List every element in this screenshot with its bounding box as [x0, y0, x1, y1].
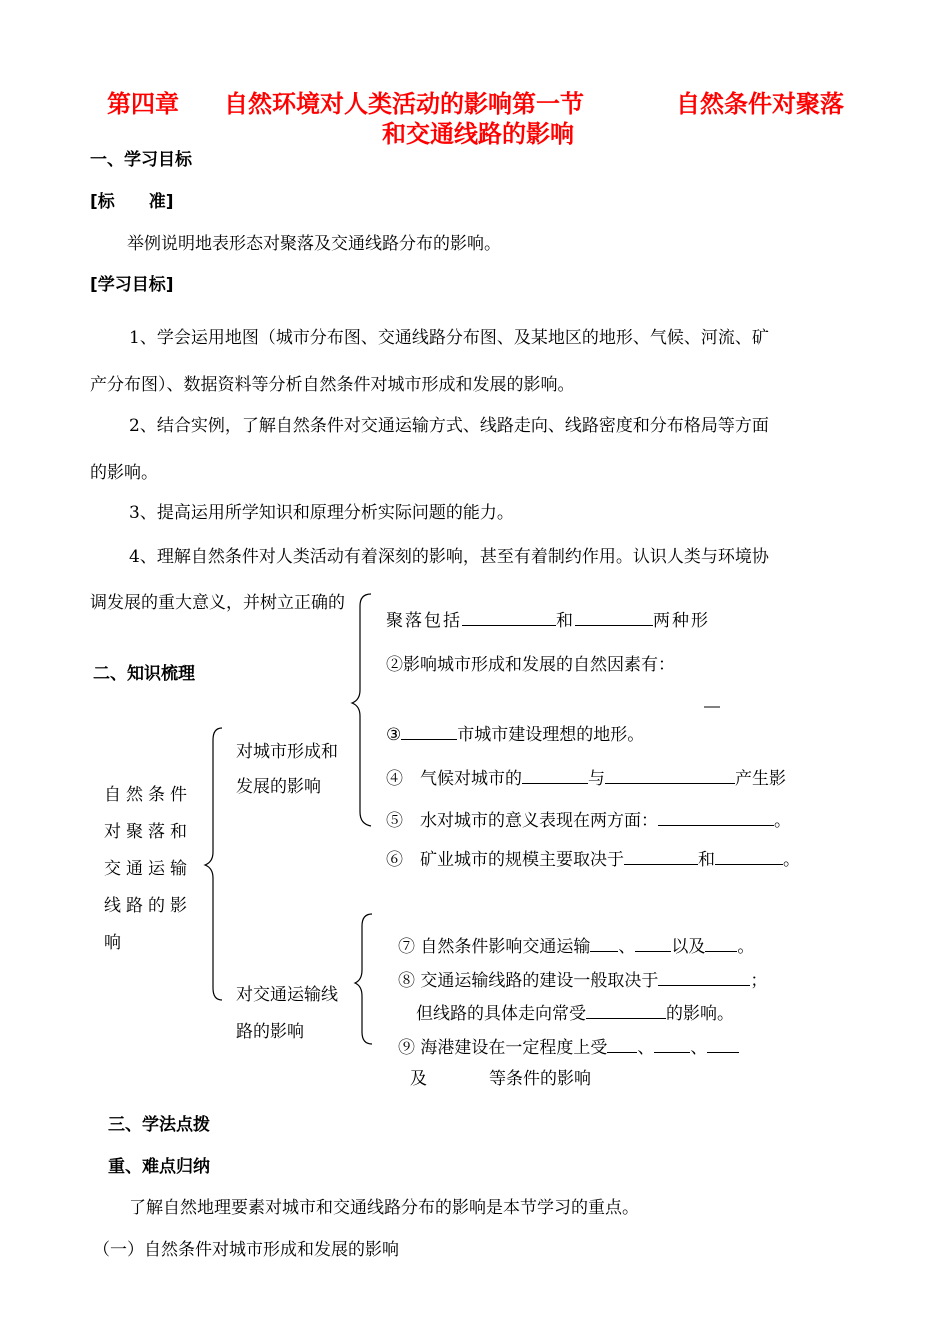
city-item-4: ④ 气候对城市的 与 产生影 — [386, 769, 786, 789]
city-item-5: ⑤ 水对城市的意义表现在两方面： 。 — [386, 811, 791, 831]
section1-heading: 一、学习目标 — [90, 150, 192, 170]
objective-1-line-a: 1、学会运用地图（城市分布图、交通线路分布图、及某地区的地形、气候、河流、矿 — [129, 328, 769, 348]
title-line2: 和交通线路的影响 — [382, 120, 574, 148]
objective-2-line-a: 2、结合实例，了解自然条件对交通运输方式、线路走向、线路密度和分布格局等方面 — [129, 416, 769, 436]
standard-text: 举例说明地表形态对聚落及交通线路分布的影响。 — [127, 234, 501, 254]
city-item-2: ②影响城市形成和发展的自然因素有： — [386, 655, 675, 675]
bracket-branches — [205, 728, 222, 1000]
branch-transport-line-1: 对交通运输线 — [236, 985, 338, 1005]
objective-4-line-b: 调发展的重大意义，并树立正确的 — [90, 593, 345, 613]
objective-1-line-b: 产分布图）、数据资料等分析自然条件对城市形成和发展的影响。 — [90, 375, 575, 395]
title-topic: 自然环境对人类活动的影响第一节 — [224, 90, 584, 118]
transport-item-9: ⑨ 海港建设在一定程度上受 、 、 — [398, 1033, 739, 1058]
standard-label: [标 准] — [90, 192, 174, 212]
objective-4-line-a: 4、理解自然条件对人类活动有着深刻的影响，甚至有着制约作用。认识人类与环境协 — [129, 547, 769, 567]
key-points-text: 了解自然地理要素对城市和交通线路分布的影响是本节学习的重点。 — [129, 1198, 639, 1218]
section3-heading: 三、学法点拨 — [108, 1115, 210, 1135]
root-line-2: 对聚落和 — [104, 822, 192, 842]
transport-item-8-cont: 但线路的具体走向常受 的影响。 — [416, 1004, 734, 1024]
city-item-6: ⑥ 矿业城市的规模主要取决于 和 。 — [386, 850, 800, 870]
root-line-1: 自然条件 — [104, 785, 192, 805]
branch-city-line-1: 对城市形成和 — [236, 742, 338, 762]
bracket-city-items — [352, 594, 371, 826]
root-line-4: 线路的影 — [104, 896, 192, 916]
transport-item-9-cont: 及 等条件的影响 — [410, 1069, 591, 1089]
bracket-transport-items — [355, 914, 372, 1044]
subsection-1-heading: （一）自然条件对城市形成和发展的影响 — [93, 1240, 399, 1260]
branch-city-line-2: 发展的影响 — [236, 777, 321, 797]
transport-item-7: ⑦ 自然条件影响交通运输 、 以及 。 — [398, 937, 755, 957]
city-item-3: ③ 市城市建设理想的地形。 — [386, 725, 645, 745]
title-section: 自然条件对聚落 — [676, 90, 844, 118]
root-line-5: 响 — [104, 933, 121, 953]
root-line-3: 交通运输 — [104, 859, 192, 879]
branch-transport-line-2: 路的影响 — [236, 1022, 304, 1042]
transport-item-8: ⑧ 交通运输线路的建设一般取决于 ； — [398, 971, 768, 991]
objective-2-line-b: 的影响。 — [90, 463, 158, 483]
city-item-1: 聚落包括 和 两种形 — [386, 611, 710, 631]
title-chapter: 第四章 — [107, 90, 179, 118]
key-points-heading: 重、难点归纳 — [108, 1157, 210, 1177]
section2-heading: 二、知识梳理 — [93, 664, 195, 684]
objectives-label: [学习目标] — [90, 275, 174, 295]
objective-3: 3、提高运用所学知识和原理分析实际问题的能力。 — [129, 503, 514, 523]
